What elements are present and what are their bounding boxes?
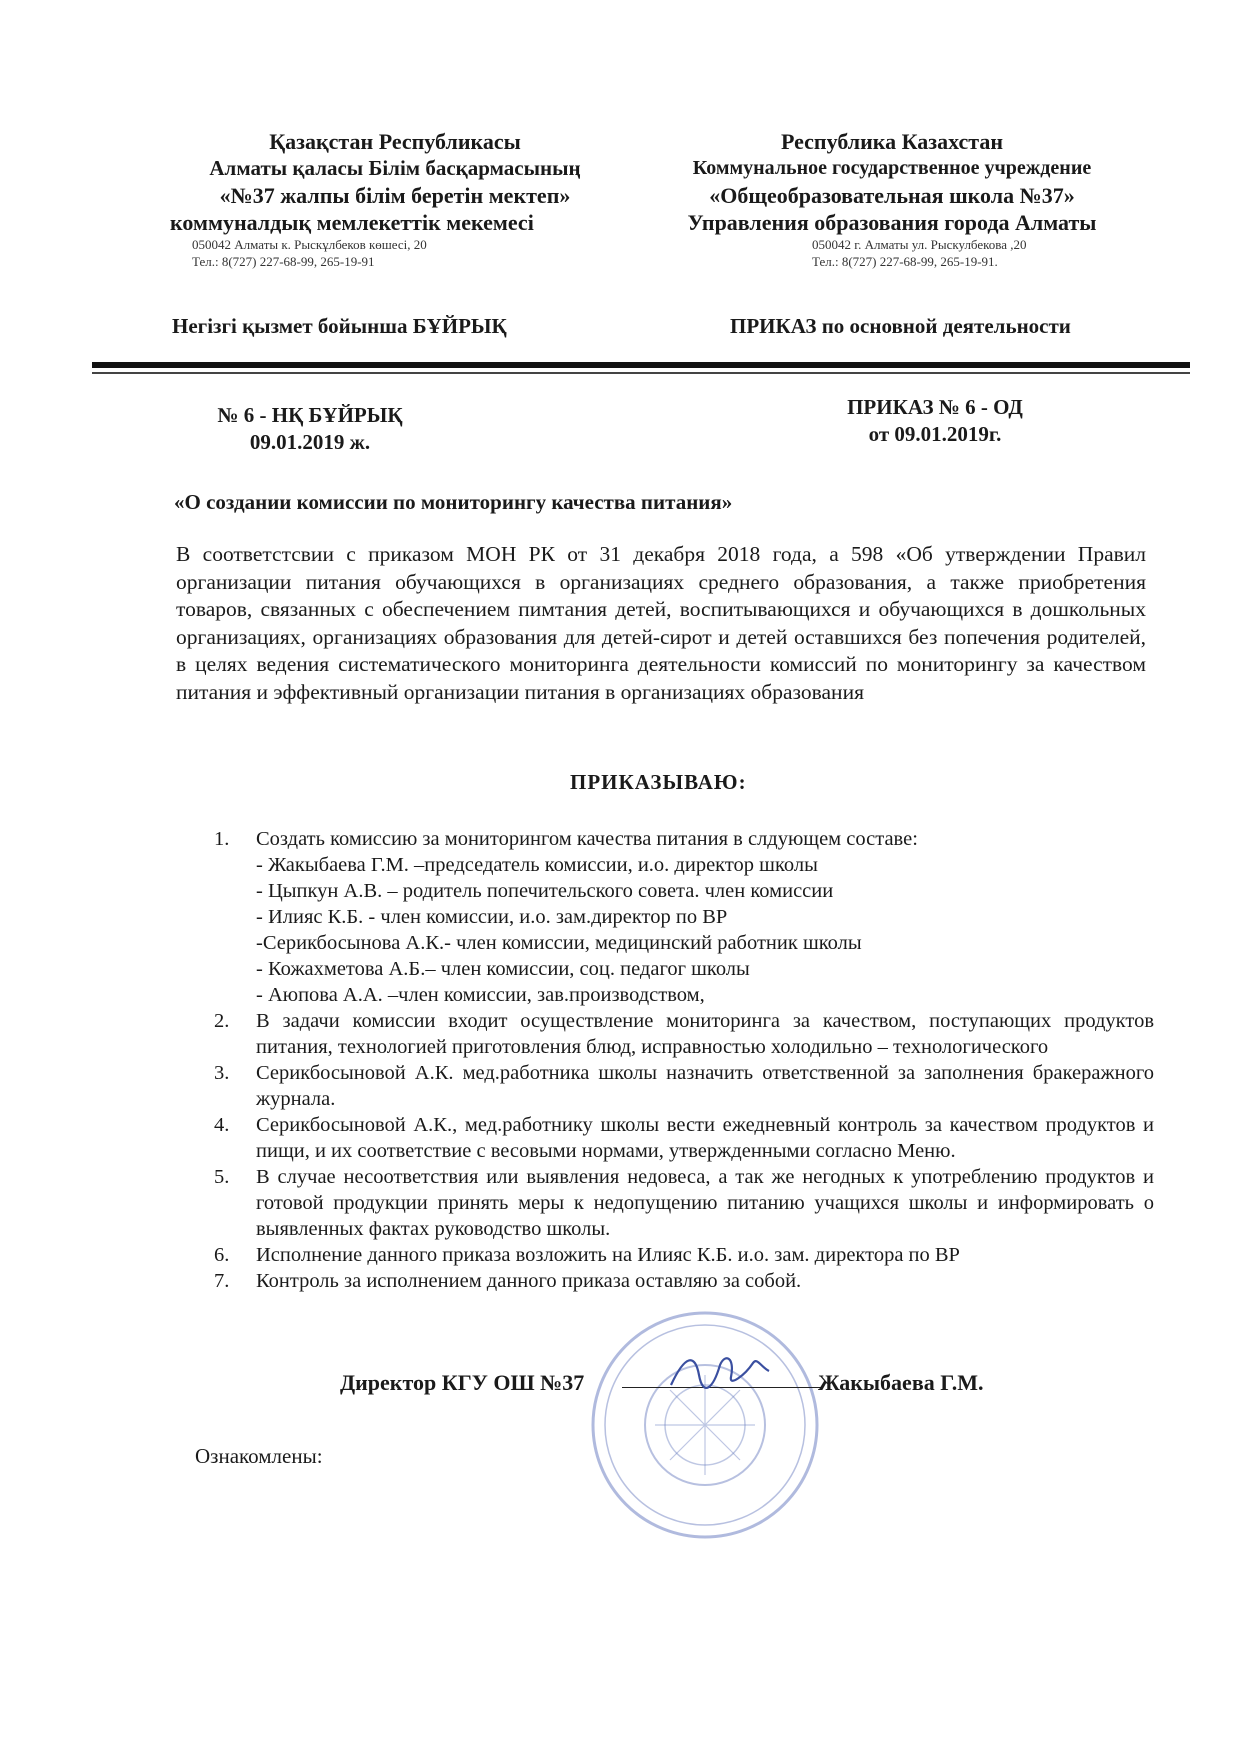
list-item xyxy=(214,1242,1154,1268)
order-number-right xyxy=(800,394,1070,448)
familiarized-label: Ознакомлены: xyxy=(195,1444,323,1468)
header-right-address: 050042 г. Алматы ул. Рыскулбекова ,20 xyxy=(812,237,1027,252)
signature-position: Директор КГУ ОШ №37 xyxy=(340,1370,585,1395)
handwritten-signature xyxy=(665,1345,775,1395)
item-text: Контроль за исполнением данного приказа оставляю за собой. xyxy=(256,1270,802,1292)
subheader-right: ПРИКАЗ по основной деятельности xyxy=(730,314,1071,338)
preamble-paragraph: В соответстсвии с приказом МОН РК от 31 декабря 2018 года, а 598 «Об утверждении Правил организации питания обучающихся в организациях среднего образования, а также приобретения товаров, связанных с обеспечением пимтания детей, воспитывающихся и обучающихся в дошкольных организациях, организациях образования для детей-сирот и детей оставшихся без попечения родителей, в целях ведения систематического мониторинга деятельности комиссий по мониторингу за качеством питания и эффективный организации питания в организациях образования xyxy=(176,542,1146,704)
item-text: Серикбосыновой А.К., мед.работнику школы вести ежедневный контроль за качеством продуктов и пищи, и их соответствие с весовыми нормами, утвержденными согласно Меню. xyxy=(256,1114,1154,1162)
header-right-line4: Управления образования города Алматы xyxy=(687,210,1097,235)
header-left-line2: Алматы қаласы Білім басқармасының xyxy=(209,156,581,180)
member-line: - Илияс К.Б. - член комиссии, и.о. зам.директор по ВР xyxy=(256,906,728,928)
signature-name: Жакыбаева Г.М. xyxy=(818,1370,984,1395)
member-line: - Цыпкун А.В. – родитель попечительского совета. член комиссии xyxy=(256,880,834,902)
header-left xyxy=(160,128,630,270)
header-divider-thin xyxy=(92,372,1190,374)
header-divider-thick xyxy=(92,362,1190,368)
order-items xyxy=(214,826,1154,1294)
subheader-left: Негізгі қызмет бойынша БҰЙРЫҚ xyxy=(172,314,507,338)
header-left-phone: Тел.: 8(727) 227-68-99, 265-19-91 xyxy=(192,254,375,269)
order-left-date: 09.01.2019 ж. xyxy=(249,430,371,454)
list-item xyxy=(214,1060,1154,1112)
item-text: Исполнение данного приказа возложить на Илияс К.Б. и.о. зам. директора по ВР xyxy=(256,1244,960,1266)
header-left-address: 050042 Алматы к. Рыскұлбеков көшесі, 20 xyxy=(192,237,427,252)
order-number-left xyxy=(180,402,440,456)
order-heading: ПРИКАЗЫВАЮ: xyxy=(570,770,747,794)
document-title: «О создании комиссии по мониторингу качества питания» xyxy=(174,490,733,514)
item-number: 6. xyxy=(214,1244,230,1266)
header-left-line1: Қазақстан Республикасы xyxy=(269,129,521,154)
item-text: Серикбосыновой А.К. мед.работника школы назначить ответственной за заполнения бракеражного журнала. xyxy=(256,1062,1154,1110)
header-right-phone: Тел.: 8(727) 227-68-99, 265-19-91. xyxy=(812,254,998,269)
member-line: -Серикбосынова А.К.- член комиссии, медицинский работник школы xyxy=(256,932,862,954)
item-text: В случае несоответствия или выявления недовеса, а так же негодных к употреблению продуктов и готовой продукции принять меры к недопущению питанию учащихся школы и информировать о выявленных фактах руководство школы. xyxy=(256,1166,1154,1240)
item-number: 1. xyxy=(214,828,230,850)
item-text: В задачи комиссии входит осуществление мониторинга за качеством, поступающих продуктов питания, технологией приготовления блюд, исправностью холодильно – технологического xyxy=(256,1010,1154,1058)
item-number: 7. xyxy=(214,1270,230,1292)
member-line: - Кожахметова А.Б.– член комиссии, соц. педагог школы xyxy=(256,958,750,980)
header-right-line3: «Общеобразовательная школа №37» xyxy=(709,183,1075,208)
header-right xyxy=(632,128,1152,270)
member-line: - Жакыбаева Г.М. –председатель комиссии, и.о. директор школы xyxy=(256,854,818,876)
header-right-line1: Республика Казахстан xyxy=(780,129,1004,154)
list-item xyxy=(214,1008,1154,1060)
official-stamp xyxy=(585,1305,825,1545)
order-right-date: от 09.01.2019г. xyxy=(868,422,1002,446)
list-item xyxy=(214,1164,1154,1242)
item-number: 2. xyxy=(214,1010,230,1032)
order-right-number: ПРИКАЗ № 6 - ОД xyxy=(847,395,1023,419)
item-number: 3. xyxy=(214,1062,230,1084)
list-item xyxy=(214,1112,1154,1164)
header-left-line4: коммуналдық мемлекеттік мекемесі xyxy=(170,210,534,235)
item-number: 5. xyxy=(214,1166,230,1188)
list-item xyxy=(214,826,1154,1008)
header-right-line2: Коммунальное государственное учреждение xyxy=(692,157,1092,179)
header-left-line3: «№37 жалпы білім беретін мектеп» xyxy=(219,183,571,208)
item-text: Создать комиссию за мониторингом качества питания в слдующем составе: xyxy=(256,828,918,850)
order-left-number: № 6 - НҚ БҰЙРЫҚ xyxy=(217,403,403,427)
list-item xyxy=(214,1268,1154,1294)
item-number: 4. xyxy=(214,1114,230,1136)
member-line: - Аюпова А.А. –член комиссии, зав.производством, xyxy=(256,984,705,1006)
